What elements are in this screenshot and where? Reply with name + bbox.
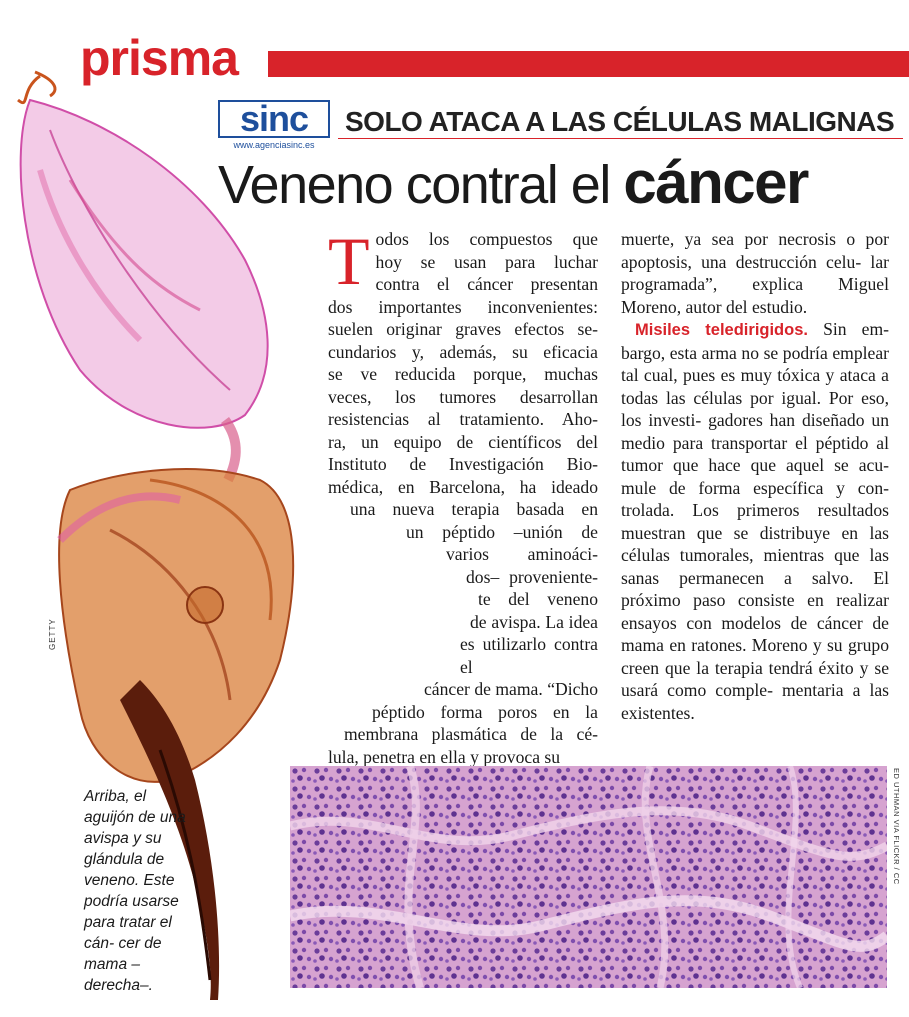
article-line: lula, penetra en ella y provoca su [328,746,561,767]
article-line: es utilizarlo contra el [460,634,598,677]
article-column-left [328,223,598,768]
kicker: SOLO ATACA A LAS CÉLULAS MALIGNAS [345,106,895,137]
article-line: hoy se usan para luchar [375,251,598,272]
article-line: cundarios y, además, su eficacia [328,341,598,362]
article-line: cáncer de mama. “Dicho [424,679,598,699]
section-bar [268,51,909,77]
article-line: odos los compuestos que [375,229,598,249]
sinc-logo-url: www.agenciasinc.es [233,140,315,150]
article-line: un péptido –unión de [406,521,598,542]
drop-cap: T [328,223,370,299]
article-line: resistencias al tratamiento. Aho- [328,409,598,429]
article-subhead: Misiles teledirigidos. [635,321,808,339]
article-line: membrana plasmática de la cé- [344,724,598,744]
article-line: se ve reducida porque, muchas [328,364,598,384]
photo-credit-left: GETTY [48,618,57,650]
kicker-rule [338,138,903,139]
article-line: dos– proveniente- [466,566,598,587]
sinc-logo-text: sinc [218,100,330,138]
article-line: ra, un equipo de científicos del [328,431,598,452]
article-paragraph [621,318,889,724]
article-line: péptido forma poros en la [372,701,598,722]
article-line: médica, en Barcelona, ha ideado [328,476,598,497]
headline-bold: cáncer [623,149,808,216]
image-caption: Arriba, el aguijón de una avispa y su glándula de veneno. Este podría usarse para tratar el cán- cer de mama –derecha–. [84,788,186,994]
article-line: contra el cáncer presentan [375,274,598,294]
article-line: suelen originar graves efectos se- [328,319,598,339]
article-line: dos importantes inconvenientes: [328,296,598,317]
article-paragraph: muerte, ya sea por necrosis o por apoptosis, una destrucción celu- lar programada”, explica Miguel Moreno, autor del estudio. [621,229,889,317]
article-column-left-text [328,223,598,768]
article-line: de avispa. La idea [470,611,598,632]
section-name: prisma [80,30,238,86]
breast-cancer-tissue-image [290,766,887,988]
article-column-right [621,228,889,724]
headline-regular: Veneno contral el [218,155,610,215]
article-line: Instituto de Investigación Bio- [328,454,598,474]
article-line: varios aminoáci- [446,544,598,564]
article-line: te del veneno [478,589,598,609]
article-line: veces, los tumores desarrollan [328,386,598,407]
photo-credit-right: ED UTHMAN VIA FLICKR / CC [892,768,901,885]
article-line: una nueva terapia basada en [350,499,598,519]
article-paragraph-text: Sin em- bargo, esta arma no se podría emplear tal cual, pues es muy tóxica y ataca a todas las células por igual. Por eso, los investi- gadores han diseñado un medio para transportar el péptido al tumor que hace que aquel se acu- mule de forma específica y con- trolada. Los primeros resultados muestran que se distribuye en las células tumorales, mientras que las sanas permanecen a salvo. El próximo paso consiste en realizar ensayos con modelos de cáncer de mama en ratones. Moreno y su grupo creen que la terapia tendrá éxito y se usará como comple- mentaria a las existentes. [621,319,889,723]
